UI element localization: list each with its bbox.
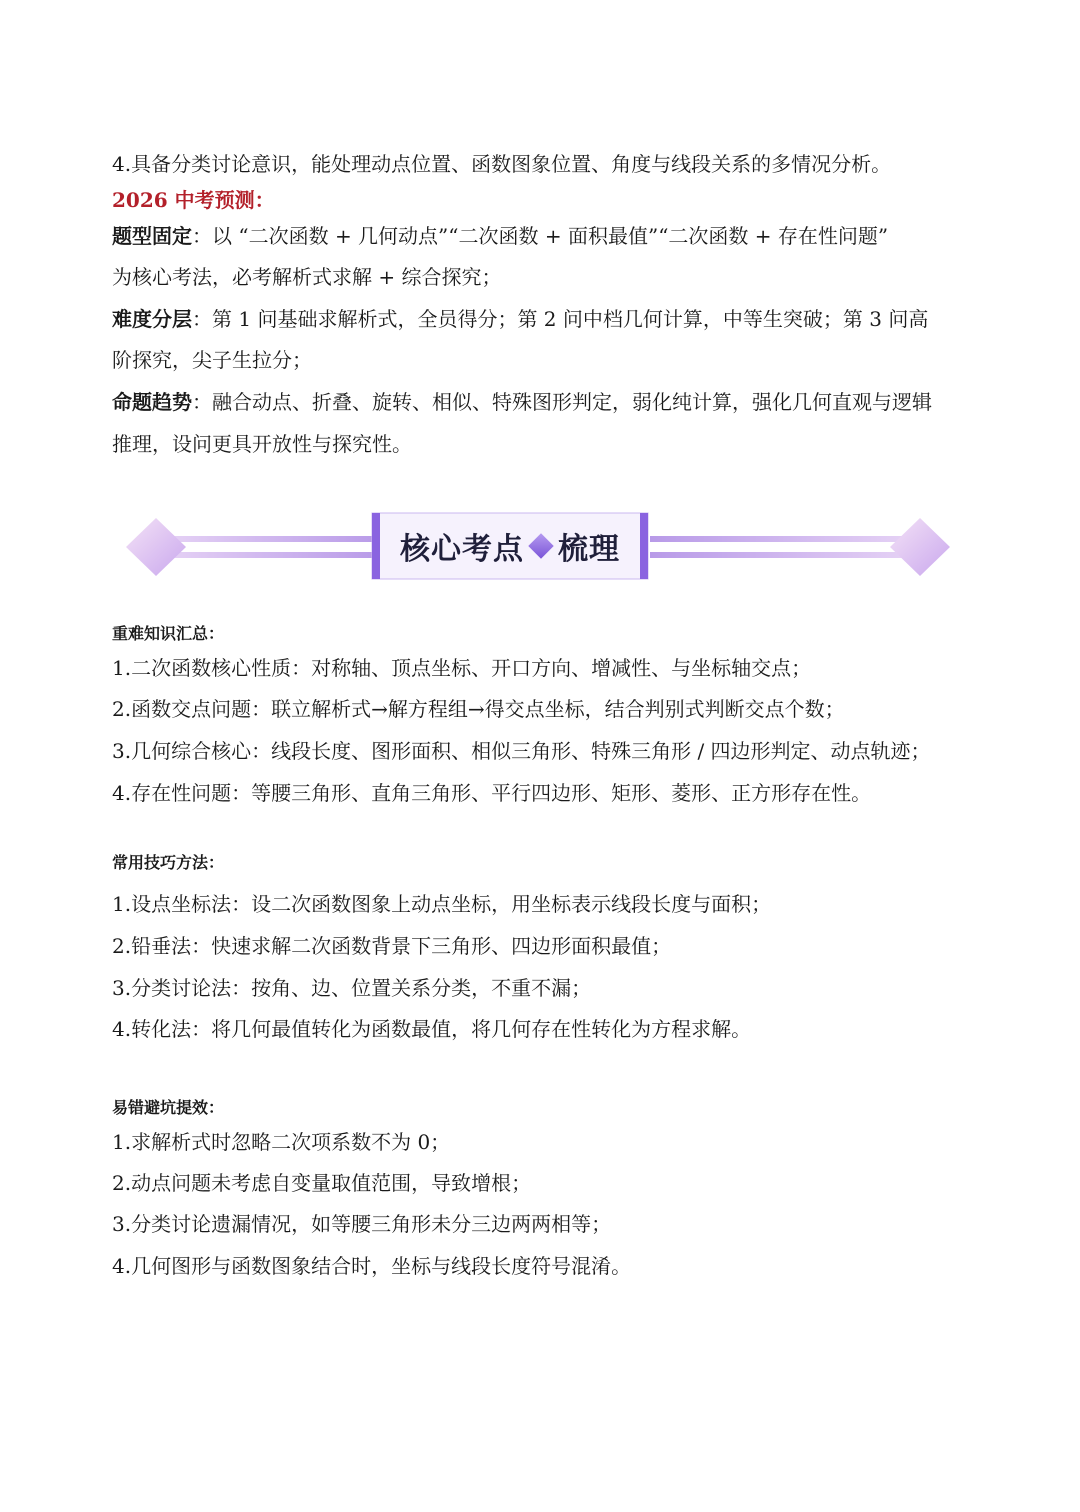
banner-right-diamond — [890, 518, 950, 576]
prediction-item-type-cont: 为核心考法，必考解析式求解 + 综合探究； — [112, 265, 502, 289]
prediction-item-trend — [112, 388, 932, 416]
prediction-text: ：融合动点、折叠、旋转、相似、特殊图形判定，弱化纯计算，强化几何直观与逻辑 — [192, 390, 932, 414]
banner-left-diamond — [126, 518, 186, 576]
knowledge-item: 3.几何综合核心：线段长度、图形面积、相似三角形、特殊三角形 / 四边形判定、动点轨迹； — [112, 739, 931, 763]
intro-item-4: 4.具备分类讨论意识，能处理动点位置、函数图象位置、角度与线段关系的多情况分析。 — [112, 152, 892, 176]
mistakes-item: 3.分类讨论遗漏情况，如等腰三角形未分三边两两相等； — [112, 1212, 612, 1236]
prediction-text: ：第 1 问基础求解析式，全员得分；第 2 问中档几何计算，中等生突破；第 3 问高 — [192, 307, 929, 331]
mistakes-item: 2.动点问题未考虑自变量取值范围，导致增根； — [112, 1171, 532, 1195]
banner-right-bar-bottom — [650, 552, 930, 558]
methods-item: 3.分类讨论法：按角、边、位置关系分类，不重不漏； — [112, 976, 592, 1000]
methods-item: 4.转化法：将几何最值转化为函数最值，将几何存在性转化为方程求解。 — [112, 1017, 752, 1041]
knowledge-heading: 重难知识汇总： — [112, 624, 225, 643]
knowledge-item: 2.函数交点问题：联立解析式→解方程组→得交点坐标，结合判别式判断交点个数； — [112, 697, 845, 721]
banner-left-bar-bottom — [150, 552, 380, 558]
prediction-heading: 2026 中考预测： — [112, 188, 275, 212]
knowledge-item: 1.二次函数核心性质：对称轴、顶点坐标、开口方向、增减性、与坐标轴交点； — [112, 656, 812, 680]
prediction-item-difficulty — [112, 305, 928, 333]
knowledge-item: 4.存在性问题：等腰三角形、直角三角形、平行四边形、矩形、菱形、正方形存在性。 — [112, 781, 872, 805]
banner-left-bar-top — [150, 536, 380, 542]
prediction-label: 命题趋势 — [112, 390, 192, 414]
banner-diamond-icon — [528, 533, 553, 558]
banner-right-bar-top — [650, 536, 930, 542]
mistakes-item: 1.求解析式时忽略二次项系数不为 0； — [112, 1130, 451, 1154]
methods-item: 2.铅垂法：快速求解二次函数背景下三角形、四边形面积最值； — [112, 934, 672, 958]
methods-item: 1.设点坐标法：设二次函数图象上动点坐标，用坐标表示线段长度与面积； — [112, 892, 772, 916]
banner-title-right: 梳理 — [558, 532, 620, 567]
mistakes-item: 4.几何图形与函数图象结合时，坐标与线段长度符号混淆。 — [112, 1254, 632, 1278]
prediction-label: 难度分层 — [112, 307, 192, 331]
banner-title — [372, 513, 648, 579]
prediction-item-type — [112, 222, 888, 250]
mistakes-heading: 易错避坑提效： — [112, 1098, 225, 1117]
prediction-item-difficulty-cont: 阶探究，尖子生拉分； — [112, 348, 312, 372]
methods-heading: 常用技巧方法： — [112, 853, 225, 872]
prediction-label: 题型固定 — [112, 224, 192, 248]
prediction-text: ：以 “二次函数 + 几何动点”“二次函数 + 面积最值”“二次函数 + 存在性问题” — [192, 224, 889, 248]
banner-title-left: 核心考点 — [400, 532, 524, 567]
prediction-item-trend-cont: 推理，设问更具开放性与探究性。 — [112, 432, 412, 456]
